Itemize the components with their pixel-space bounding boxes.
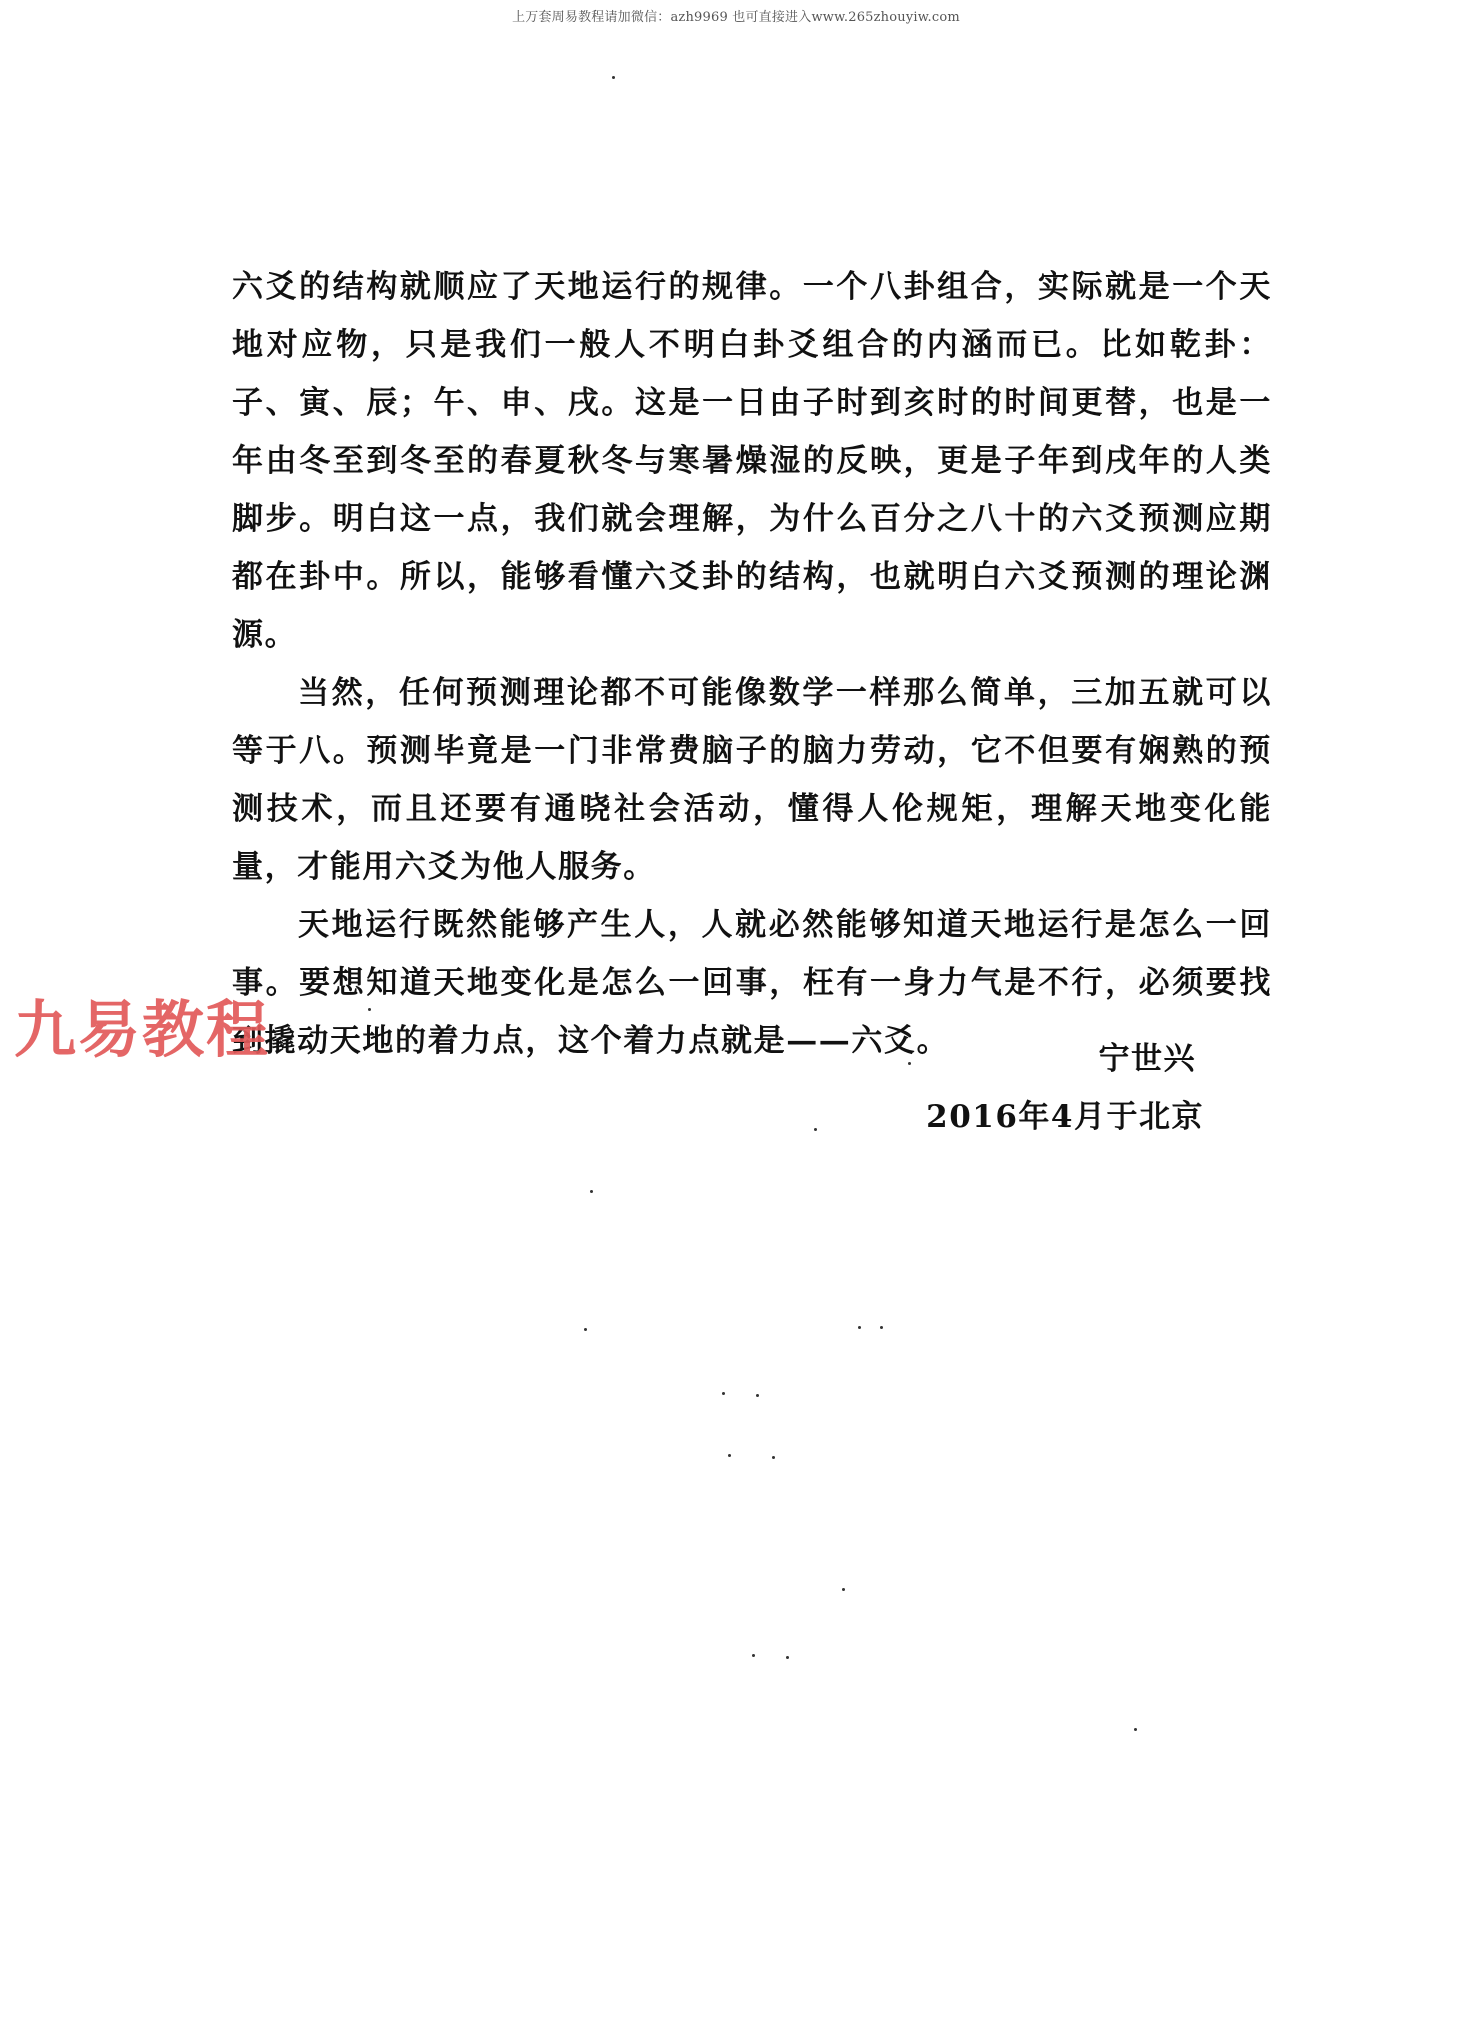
paragraph-3: 天地运行既然能够产生人，人就必然能够知道天地运行是怎么一回事。要想知道天地变化是怎么一回事，枉有一身力气是不行，必须要找到撬动天地的着力点，这个着力点就是——六爻。 [232, 907, 1272, 1059]
scan-speck [728, 1454, 731, 1457]
scan-speck [786, 1656, 789, 1659]
date-place: 2016年4月于北京 [926, 1099, 1204, 1135]
scan-speck [908, 1062, 911, 1065]
scan-speck [612, 76, 615, 79]
watermark-logo: 九易教程 [14, 993, 271, 1066]
body-text [232, 258, 1272, 1070]
scan-speck [752, 1654, 755, 1657]
top-banner: 上万套周易教程请加微信：azh9969 也可直接进入www.265zhouyiw.com [512, 10, 960, 25]
signature-block [926, 1030, 1204, 1146]
scan-speck [814, 1128, 817, 1131]
scan-speck [1134, 1728, 1137, 1731]
scan-speck [880, 1326, 883, 1329]
scan-speck [772, 1456, 775, 1459]
scan-speck [842, 1588, 845, 1591]
scan-speck [584, 1328, 587, 1331]
author-name: 宁世兴 [1098, 1041, 1196, 1077]
scan-speck [756, 1394, 759, 1397]
scan-speck [858, 1326, 861, 1329]
scan-speck [368, 1008, 371, 1011]
scan-speck [722, 1392, 725, 1395]
scan-speck [590, 1190, 593, 1193]
paragraph-2: 当然，任何预测理论都不可能像数学一样那么简单，三加五就可以等于八。预测毕竟是一门非常费脑子的脑力劳动，它不但要有娴熟的预测技术，而且还要有通晓社会活动，懂得人伦规矩，理解天地变化能量，才能用六爻为他人服务。 [232, 675, 1272, 885]
paragraph-1: 六爻的结构就顺应了天地运行的规律。一个八卦组合，实际就是一个天地对应物，只是我们一般人不明白卦爻组合的内涵而已。比如乾卦：子、寅、辰；午、申、戌。这是一日由子时到亥时的时间更替，也是一年由冬至到冬至的春夏秋冬与寒暑燥湿的反映，更是子年到戌年的人类脚步。明白这一点，我们就会理解，为什么百分之八十的六爻预测应期都在卦中。所以，能够看懂六爻卦的结构，也就明白六爻预测的理论渊源。 [232, 269, 1272, 653]
